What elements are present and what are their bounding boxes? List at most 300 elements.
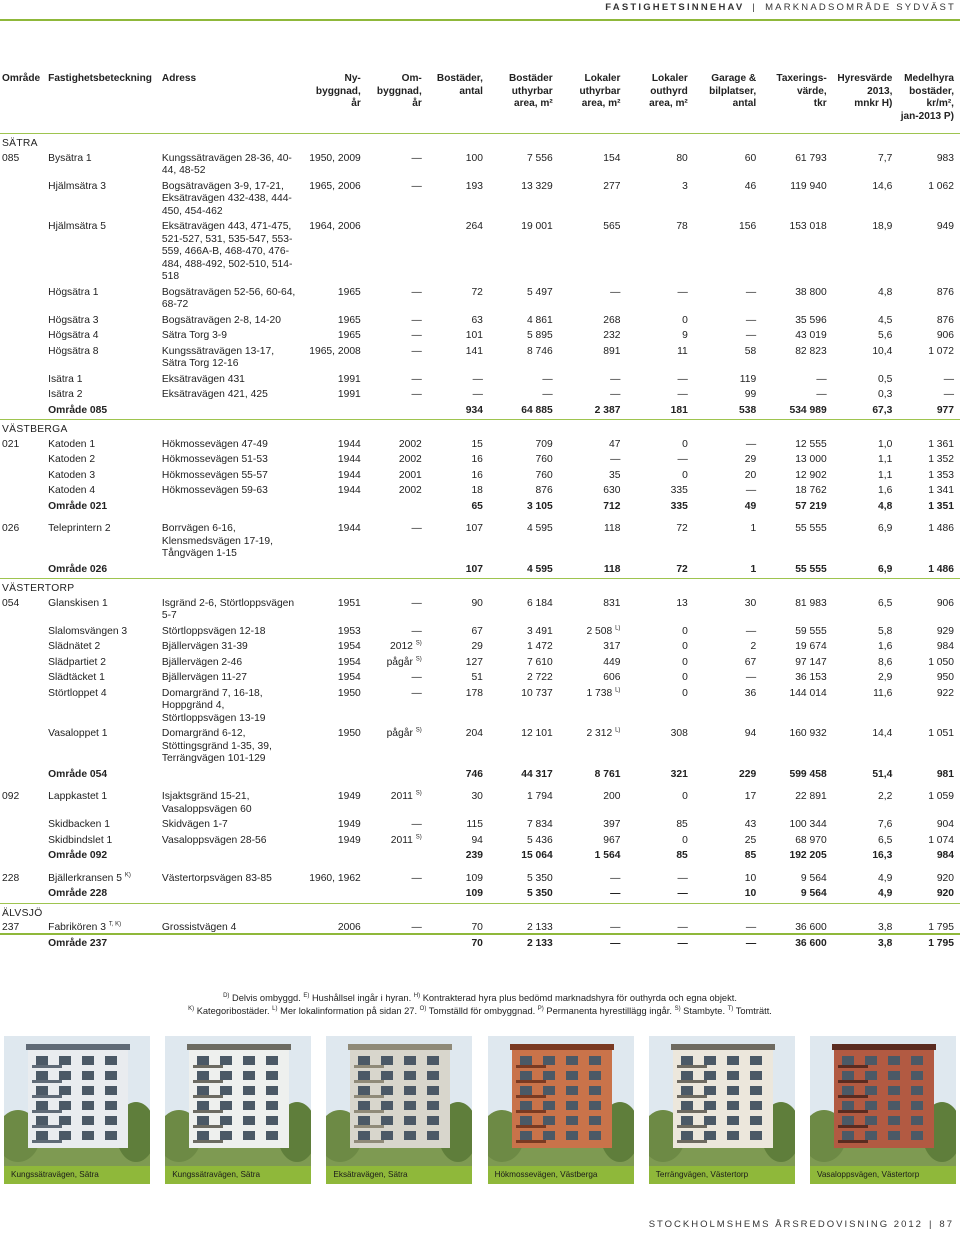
cell-value: — <box>610 937 621 949</box>
table-cell <box>694 180 762 221</box>
table-cell <box>160 388 305 404</box>
table-cell <box>694 453 762 469</box>
table-cell <box>0 152 46 180</box>
table-cell <box>626 671 693 687</box>
cell-value: 1965, 2006 <box>309 180 361 192</box>
table-cell <box>694 286 762 314</box>
cell-value: Högsätra 3 <box>48 314 99 326</box>
cell-value: Område 085 <box>48 404 108 416</box>
table-cell <box>559 727 627 768</box>
table-cell <box>833 438 899 454</box>
table-cell <box>559 790 627 818</box>
table-cell <box>489 286 559 314</box>
table-cell <box>367 768 428 784</box>
cell-value: — <box>411 345 422 357</box>
table-cell <box>898 625 960 641</box>
cell-value: — <box>411 373 422 385</box>
photo-caption: Eksätravägen, Sätra <box>326 1166 472 1184</box>
table-cell <box>0 345 46 373</box>
column-header-line: area, m² <box>514 98 553 109</box>
table-cell <box>46 522 160 563</box>
table-cell <box>367 656 428 672</box>
cell-value: 85 <box>676 850 688 861</box>
cell-value: 950 <box>936 672 954 683</box>
table-cell <box>762 438 833 454</box>
table-cell <box>305 220 367 286</box>
table-cell <box>0 220 46 286</box>
table-cell <box>626 484 693 500</box>
footnote-marker: O) <box>419 1005 427 1012</box>
table-cell <box>694 640 762 656</box>
table-cell <box>0 563 46 579</box>
table-cell <box>0 872 46 888</box>
building-illustration <box>488 1036 634 1166</box>
table-cell <box>305 849 367 865</box>
property-table <box>0 70 960 952</box>
cell-value: 949 <box>936 221 954 232</box>
table-cell <box>898 484 960 500</box>
table-cell <box>428 872 489 888</box>
table-cell <box>0 656 46 672</box>
cell-value: 0 <box>682 687 688 699</box>
table-cell <box>626 453 693 469</box>
table-cell <box>46 768 160 784</box>
cell-value: 11 <box>677 345 688 357</box>
table-cell <box>305 872 367 888</box>
table-cell <box>305 768 367 784</box>
cell-value: 18,9 <box>872 221 893 232</box>
cell-value: 599 458 <box>789 768 827 780</box>
table-cell <box>46 373 160 389</box>
cell-value: — <box>542 373 553 385</box>
cell-value: 1 794 <box>526 791 553 802</box>
footnote-text: Tomställd för ombyggnad. <box>428 1006 536 1016</box>
footnotes <box>0 992 960 1018</box>
cell-value: 2002 <box>398 438 422 450</box>
cell-value: 11,6 <box>873 687 893 699</box>
table-cell <box>762 314 833 330</box>
table-cell <box>489 220 559 286</box>
table-cell <box>0 818 46 834</box>
table-cell <box>0 937 46 953</box>
table-cell <box>559 597 627 625</box>
table-cell <box>694 345 762 373</box>
table-cell <box>559 818 627 834</box>
table-cell <box>305 656 367 672</box>
total-row <box>0 887 960 903</box>
table-cell <box>0 727 46 768</box>
cell-value: Isätra 1 <box>48 373 83 385</box>
cell-value: 1965 <box>337 330 361 341</box>
table-cell <box>367 834 428 850</box>
cell-value: 109 <box>465 872 483 884</box>
table-row <box>0 687 960 728</box>
cell-value: 6,5 <box>878 597 893 609</box>
table-cell <box>833 563 899 579</box>
table-cell <box>428 314 489 330</box>
table-cell <box>626 937 693 953</box>
cell-value: 026 <box>2 523 20 534</box>
table-cell <box>46 834 160 850</box>
table-cell <box>489 597 559 625</box>
cell-value: — <box>411 625 422 637</box>
table-cell <box>559 625 627 641</box>
cell-value: 6,9 <box>878 523 893 534</box>
section-row <box>0 579 960 597</box>
cell-value: Hökmossevägen 59-63 <box>161 485 268 496</box>
table-cell <box>46 887 160 903</box>
table-cell <box>559 687 627 728</box>
column-header-line: värde, <box>796 85 827 97</box>
cell-value: 46 <box>744 180 757 192</box>
section-row <box>0 134 960 152</box>
cell-value: Bjällerkransen 5 <box>48 872 122 884</box>
cell-value: 1949 <box>337 791 361 802</box>
cell-value: 7,6 <box>878 819 893 830</box>
cell-value: 2 508 <box>586 625 613 637</box>
footnote-marker: E) <box>303 992 310 999</box>
cell-value: 36 600 <box>795 922 827 933</box>
cell-value: 127 <box>465 656 483 668</box>
cell-value: 61 793 <box>795 152 827 164</box>
table-row <box>0 286 960 314</box>
table-cell <box>305 727 367 768</box>
table-cell <box>46 286 160 314</box>
column-header <box>626 70 693 134</box>
table-cell <box>428 597 489 625</box>
table-row <box>0 484 960 500</box>
cell-value: 51,4 <box>872 768 893 780</box>
cell-value: 178 <box>465 687 483 699</box>
cell-value: Hökmossevägen 47-49 <box>161 438 268 450</box>
cell-value: Slalomsvängen 3 <box>48 625 128 637</box>
cell-value: 29 <box>744 454 757 465</box>
cell-value: 1 <box>750 563 757 575</box>
cell-value: Borrvägen 6-16, Klensmedsvägen 17-19, Tångvägen 1-15 <box>161 523 273 559</box>
cell-value: 7 556 <box>526 152 553 164</box>
table-cell <box>898 469 960 485</box>
cell-value: 10 <box>744 888 757 899</box>
table-cell <box>559 768 627 784</box>
table-cell <box>489 453 559 469</box>
table-cell <box>160 453 305 469</box>
table-cell <box>626 522 693 563</box>
cell-value: 2 <box>750 641 757 652</box>
table-cell <box>898 671 960 687</box>
cell-value: 534 989 <box>789 404 827 416</box>
cell-value: 100 <box>465 152 483 164</box>
table-cell <box>428 286 489 314</box>
cell-value: 119 <box>739 373 757 385</box>
table-cell <box>833 625 899 641</box>
cell-value: Domargränd 6-12, Stöttingsgränd 1-35, 39, Terrängvägen 101-129 <box>161 728 272 764</box>
cell-value: 94 <box>744 728 757 739</box>
table-cell <box>0 522 46 563</box>
table-cell <box>367 373 428 389</box>
cell-value: Slädnätet 2 <box>48 641 101 652</box>
cell-value: 3 <box>682 180 688 192</box>
table-cell <box>559 834 627 850</box>
cell-value: 239 <box>465 850 483 861</box>
table-cell <box>626 687 693 728</box>
table-cell <box>626 345 693 373</box>
cell-value: 63 <box>471 314 483 326</box>
cell-value: 021 <box>2 438 20 450</box>
table-cell <box>833 329 899 345</box>
table-cell <box>762 818 833 834</box>
table-cell <box>833 727 899 768</box>
table-cell <box>559 345 627 373</box>
table-cell <box>0 373 46 389</box>
table-cell <box>0 180 46 221</box>
table-cell <box>46 937 160 953</box>
cell-value: 1,1 <box>878 469 893 481</box>
cell-value: — <box>745 286 757 298</box>
cell-value: 14,4 <box>872 728 893 739</box>
section-title: ÄLVSJÖ <box>0 903 960 921</box>
cell-value: 1949 <box>337 819 361 830</box>
spacer-cell <box>0 783 960 790</box>
table-cell <box>160 768 305 784</box>
column-header-line: antal <box>732 98 757 109</box>
column-header-line: Område <box>2 73 41 84</box>
cell-value: 906 <box>936 597 954 609</box>
table-cell <box>626 469 693 485</box>
column-header <box>898 70 960 134</box>
column-header-line: Ny- <box>344 73 361 84</box>
cell-value: Område 092 <box>48 850 108 861</box>
cell-value: Område 237 <box>48 937 108 949</box>
header-rule <box>0 19 960 21</box>
cell-value: 1 361 <box>928 438 954 450</box>
cell-value: 2 387 <box>594 404 621 416</box>
table-cell <box>0 597 46 625</box>
cell-value: 12 902 <box>795 469 827 481</box>
table-cell <box>160 522 305 563</box>
cell-value: 20 <box>744 469 757 481</box>
table-row <box>0 834 960 850</box>
cell-value: — <box>745 438 757 450</box>
cell-value: 449 <box>603 656 621 668</box>
table-cell <box>160 329 305 345</box>
cell-value: — <box>745 672 757 683</box>
cell-value: 922 <box>936 687 954 699</box>
cell-value: 760 <box>535 469 553 481</box>
cell-value: 5 350 <box>526 888 553 899</box>
table-cell <box>559 500 627 516</box>
photo-caption: Terrängvägen, Västertorp <box>649 1166 795 1184</box>
cell-value: 1,6 <box>878 641 893 652</box>
cell-value: — <box>943 373 954 385</box>
cell-value: 13 <box>676 597 688 609</box>
cell-value: 1965 <box>337 314 361 326</box>
table-cell <box>898 768 960 784</box>
table-cell <box>898 818 960 834</box>
cell-value: 67 <box>744 656 757 668</box>
table-cell <box>898 220 960 286</box>
table-cell <box>833 687 899 728</box>
cell-value: 2,2 <box>878 791 893 802</box>
table-cell <box>305 790 367 818</box>
table-cell <box>0 849 46 865</box>
cell-value: 64 885 <box>521 404 553 416</box>
table-cell <box>367 453 428 469</box>
table-cell <box>305 625 367 641</box>
cell-value: 118 <box>603 563 621 575</box>
cell-value: — <box>677 922 688 933</box>
cell-value: Eksätravägen 443, 471-475, 521-527, 531, 535-547, 553-559, 466A-B, 468-470, 476-484, 488-492, 502-510, 514-518 <box>161 221 293 282</box>
table-cell <box>367 640 428 656</box>
cell-value: 1 486 <box>928 563 954 575</box>
cell-value: — <box>745 625 757 637</box>
cell-value: 538 <box>739 404 757 416</box>
cell-value: 58 <box>744 345 757 357</box>
table-cell <box>0 314 46 330</box>
table-cell <box>160 438 305 454</box>
table-cell <box>694 438 762 454</box>
footnote-marker: L) <box>615 625 621 632</box>
table-cell <box>626 500 693 516</box>
cell-value: Vasaloppsvägen 28-56 <box>161 834 267 846</box>
cell-value: 67 <box>471 625 483 637</box>
cell-value: — <box>472 373 483 385</box>
section-title: VÄSTBERGA <box>0 420 960 438</box>
table-cell <box>46 438 160 454</box>
table-body <box>0 134 960 953</box>
table-cell <box>0 625 46 641</box>
table-cell <box>305 834 367 850</box>
cell-value: 0 <box>682 438 688 450</box>
column-header-line: outhyrd <box>650 85 688 97</box>
table-cell <box>694 314 762 330</box>
table-cell <box>367 152 428 180</box>
table-cell <box>428 849 489 865</box>
cell-value: 109 <box>465 888 483 899</box>
cell-value: 3 491 <box>526 625 553 637</box>
table-cell <box>46 404 160 420</box>
cell-value: 264 <box>465 221 483 232</box>
table-cell <box>160 640 305 656</box>
table-cell <box>367 625 428 641</box>
cell-value: — <box>411 687 422 699</box>
cell-value: 5 350 <box>526 872 553 884</box>
table-cell <box>367 790 428 818</box>
column-header-line: bostäder, <box>909 85 954 97</box>
table-cell <box>833 314 899 330</box>
table-cell <box>762 484 833 500</box>
cell-value: — <box>411 330 422 341</box>
cell-value: Hökmossevägen 51-53 <box>161 454 268 465</box>
cell-value: — <box>411 286 422 298</box>
cell-value: — <box>677 937 688 949</box>
table-cell <box>428 373 489 389</box>
table-cell <box>559 872 627 888</box>
table-cell <box>428 522 489 563</box>
cell-value: 5 436 <box>526 834 553 846</box>
cell-value: 760 <box>535 454 553 465</box>
table-cell <box>46 727 160 768</box>
footnote-marker: S) <box>415 834 422 841</box>
cell-value: 1 051 <box>928 728 954 739</box>
cell-value: 1960, 1962 <box>309 872 361 884</box>
table-cell <box>428 469 489 485</box>
table-cell <box>428 834 489 850</box>
table-cell <box>305 314 367 330</box>
table-cell <box>160 818 305 834</box>
table-cell <box>626 438 693 454</box>
footnote-marker: S) <box>674 1005 681 1012</box>
cell-value: Isätra 2 <box>48 389 83 400</box>
building-photo <box>810 1036 956 1184</box>
table-cell <box>367 872 428 888</box>
table-cell <box>489 687 559 728</box>
table-cell <box>46 790 160 818</box>
table-cell <box>694 373 762 389</box>
cell-value: 43 019 <box>795 330 827 341</box>
cell-value: 65 <box>471 500 483 512</box>
cell-value: 156 <box>739 221 757 232</box>
cell-value: 18 762 <box>795 485 827 496</box>
table-cell <box>367 687 428 728</box>
column-header <box>428 70 489 134</box>
table-header-row <box>0 70 960 134</box>
cell-value: 10,4 <box>872 345 893 357</box>
cell-value: 8 746 <box>526 345 553 357</box>
table-cell <box>305 152 367 180</box>
cell-value: Fabrikören 3 <box>48 922 106 933</box>
table-cell <box>833 887 899 903</box>
cell-value: pågår <box>386 656 413 668</box>
cell-value: 2,9 <box>878 672 893 683</box>
cell-value: 906 <box>936 330 954 341</box>
table-cell <box>305 500 367 516</box>
table-cell <box>46 220 160 286</box>
table-cell <box>428 656 489 672</box>
table-cell <box>559 314 627 330</box>
cell-value: Område 228 <box>48 888 108 899</box>
cell-value: 1,6 <box>878 485 893 496</box>
table-cell <box>46 152 160 180</box>
cell-value: Isgränd 2-6, Störtloppsvägen 5-7 <box>161 597 295 621</box>
column-header-line: jan-2013 P) <box>900 110 954 122</box>
table-cell <box>833 522 899 563</box>
table-cell <box>428 484 489 500</box>
table-cell <box>833 640 899 656</box>
cell-value: 78 <box>676 221 688 232</box>
column-header-line: bilplatser, <box>709 85 757 97</box>
table-cell <box>489 818 559 834</box>
page-footer <box>649 1219 954 1230</box>
cell-value: 2011 <box>390 791 413 802</box>
table-cell <box>0 388 46 404</box>
table-cell <box>762 768 833 784</box>
table-cell <box>367 937 428 953</box>
footnote-line-2 <box>0 1005 960 1018</box>
table-cell <box>489 872 559 888</box>
column-header-line: Hyresvärde <box>837 73 893 84</box>
cell-value: 085 <box>2 152 20 164</box>
photo-caption: Kungssätravägen, Sätra <box>165 1166 311 1184</box>
cell-value: 4,5 <box>878 314 893 326</box>
table-cell <box>762 640 833 656</box>
table-cell <box>626 849 693 865</box>
cell-value: 0 <box>682 672 688 683</box>
cell-value: 2 133 <box>526 922 553 933</box>
cell-value: — <box>677 286 688 298</box>
cell-value: 3 105 <box>526 500 553 512</box>
table-cell <box>626 768 693 784</box>
total-row <box>0 563 960 579</box>
